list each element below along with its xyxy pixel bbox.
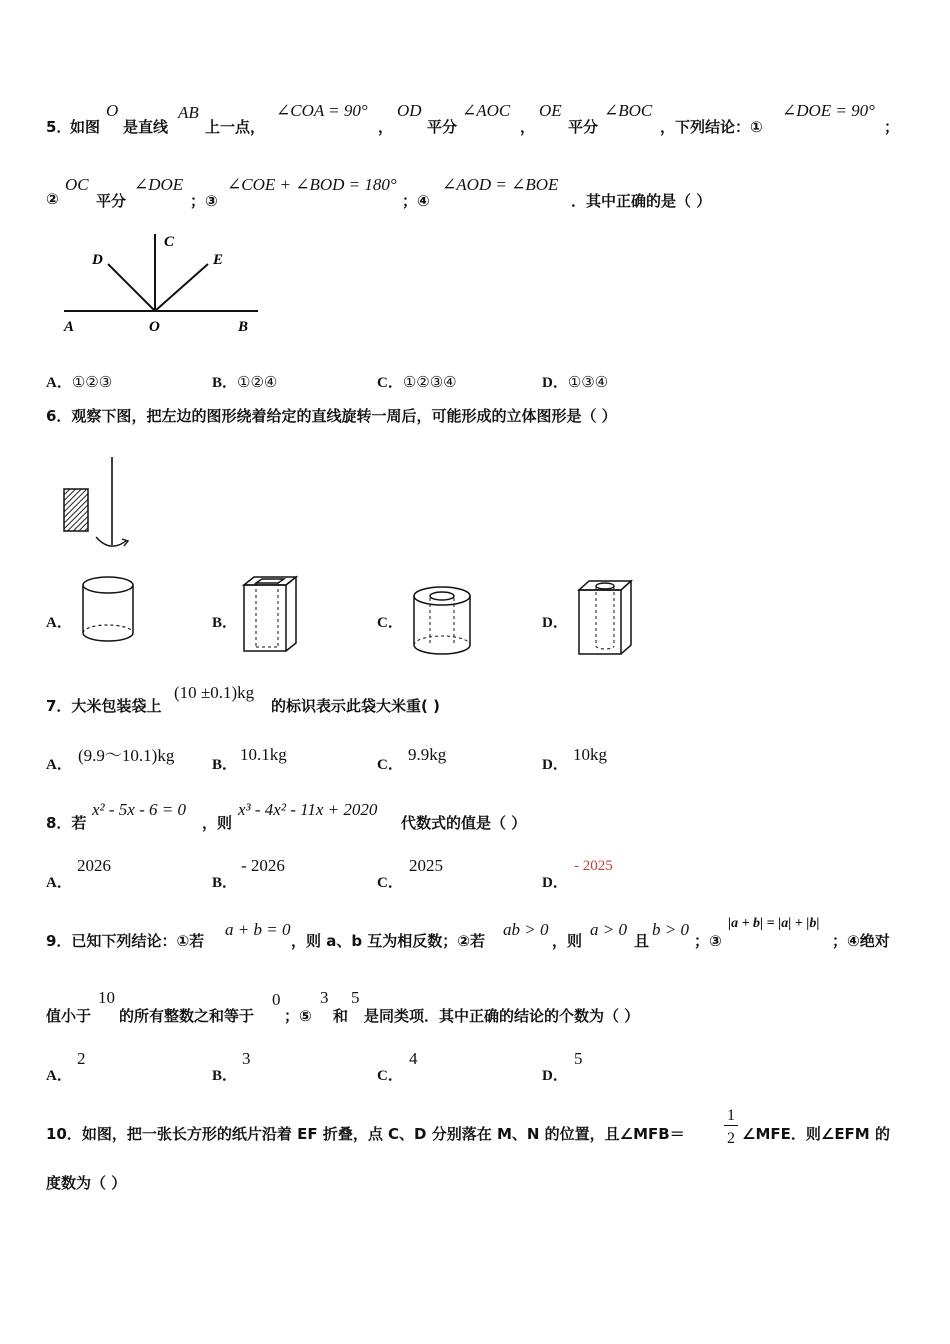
option-d-value: - 2025 [574, 858, 613, 874]
q10-text: 度数为（ ） [46, 1174, 127, 1192]
option-b[interactable]: B． [212, 615, 238, 631]
q8-text: 8．若 [46, 814, 87, 832]
q9-text: 是同类项．其中正确的结论的个数为（ ） [364, 1007, 640, 1025]
q9-text: ；③ [694, 932, 722, 950]
hollow-cylinder-solid[interactable] [410, 585, 474, 657]
q8-math: x³ - 4x² - 11x + 2020 [238, 800, 378, 819]
option-c-value: 4 [409, 1049, 418, 1068]
option-c[interactable]: C． [377, 757, 403, 773]
q5-text: ，下列结论：① [660, 118, 763, 136]
option-c[interactable]: C． [377, 615, 403, 631]
q9-text: ，则 a、b 互为相反数；②若 [291, 932, 486, 950]
option-a[interactable]: A． [46, 875, 72, 891]
q6-text: 6．观察下图，把左边的图形绕着给定的直线旋转一周后，可能形成的立体图形是（ ） [46, 407, 617, 425]
q5-math: ∠COA = 90° [276, 101, 368, 120]
q9-math: a + b = 0 [225, 920, 291, 939]
option-d-value: 10kg [573, 745, 607, 764]
q5-text: ；③ [190, 192, 218, 210]
q5-text: 是直线 [123, 118, 169, 136]
q9-text: 值小于 [46, 1007, 92, 1025]
option-c-value: 2025 [409, 856, 443, 875]
option-d[interactable]: D． [542, 1068, 568, 1084]
q9-text: 和 [333, 1007, 349, 1025]
option-b-value: 10.1kg [240, 745, 287, 764]
q5-text: 如图 [70, 118, 101, 136]
option-d[interactable]: D． [542, 757, 568, 773]
option-b[interactable]: B．①②④ [212, 373, 278, 391]
q9-math: a > 0 [590, 920, 627, 939]
option-d[interactable]: D． [542, 875, 568, 891]
q7-text: 7．大米包装袋上 [46, 697, 162, 715]
option-d[interactable]: D．①③④ [542, 373, 609, 391]
option-d-value: 5 [574, 1049, 583, 1068]
option-a[interactable]: A． [46, 615, 72, 631]
q5-text: ② [46, 190, 59, 208]
label-o: O [149, 319, 160, 335]
label-e: E [213, 252, 224, 268]
q5-math: ∠AOC [462, 101, 511, 120]
q10-text: ∠MFE．则∠EFM 的 [742, 1125, 890, 1143]
q8-math: x² - 5x - 6 = 0 [92, 800, 186, 819]
option-b-value: - 2026 [241, 856, 285, 875]
q5-text: ．其中正确的是（ ） [571, 192, 712, 210]
option-a-value: (9.9～10.1)kg [78, 746, 175, 765]
q9-math: 5 [351, 988, 360, 1007]
q5-text: ， [520, 118, 536, 136]
q8-text: 代数式的值是（ ） [401, 814, 527, 832]
q10-fraction-numerator: 1 [724, 1107, 738, 1126]
q5-math: OD [397, 101, 422, 120]
q9-text: 9．已知下列结论：①若 [46, 932, 205, 950]
option-b[interactable]: B． [212, 1068, 238, 1084]
q5-math: ∠COE + ∠BOD = 180° [227, 175, 397, 194]
q9-text: ；⑤ [284, 1007, 312, 1025]
q7-text: 的标识表示此袋大米重( ) [271, 697, 440, 715]
option-c[interactable]: C． [377, 875, 403, 891]
q5-math: ∠DOE [134, 175, 184, 194]
label-c: C [164, 234, 175, 250]
option-d[interactable]: D． [542, 615, 568, 631]
q9-math: b > 0 [652, 920, 689, 939]
q5-math: OC [65, 175, 89, 194]
q5-text: 平分 [427, 118, 458, 136]
q5-text: ；④ [402, 192, 430, 210]
q10-fraction-denominator: 2 [727, 1130, 735, 1147]
q9-math: 0 [272, 990, 281, 1009]
q6-rotation-figure [58, 455, 138, 555]
q9-text: 且 [634, 932, 650, 950]
q9-text: ；④绝对 [832, 932, 890, 950]
option-c[interactable]: C．①②③④ [377, 373, 457, 391]
label-d: D [92, 252, 103, 268]
q5-text: 平分 [96, 192, 127, 210]
q5-math: ∠AOD = ∠BOE [442, 175, 559, 194]
q5-text: 平分 [568, 118, 599, 136]
q5-text: ， [378, 118, 394, 136]
q5-math: AB [178, 103, 199, 122]
q5-number: 5． [46, 118, 72, 136]
box-with-cylinder-hole-solid[interactable] [575, 578, 635, 658]
cylinder-solid[interactable] [80, 575, 136, 645]
option-a-value: 2 [77, 1049, 86, 1068]
option-a[interactable]: A．①②③ [46, 373, 113, 391]
q8-text: ，则 [202, 814, 233, 832]
q5-text: ； [884, 118, 900, 136]
q9-math: ab > 0 [503, 920, 549, 939]
option-a[interactable]: A． [46, 1068, 72, 1084]
q10-text: 10．如图，把一张长方形的纸片沿着 EF 折叠，点 C、D 分别落在 M、N 的位置，且∠MFB＝ [46, 1125, 685, 1143]
q5-math: O [106, 101, 119, 120]
q9-text: ，则 [552, 932, 583, 950]
q9-text: 的所有整数之和等于 [119, 1007, 255, 1025]
q9-math: 10 [98, 988, 115, 1007]
hollow-box-solid[interactable] [240, 575, 300, 655]
option-a-value: 2026 [77, 856, 111, 875]
q5-angle-figure [58, 228, 268, 338]
option-b-value: 3 [242, 1049, 251, 1068]
label-a: A [64, 319, 75, 335]
q5-math: OE [539, 101, 562, 120]
q5-math: ∠BOC [604, 101, 653, 120]
option-b[interactable]: B． [212, 875, 238, 891]
q9-math: 3 [320, 988, 329, 1007]
q5-text: 上一点， [205, 118, 266, 136]
option-a[interactable]: A． [46, 757, 72, 773]
option-c[interactable]: C． [377, 1068, 403, 1084]
q7-math: (10 ±0.1)kg [174, 683, 255, 702]
option-b[interactable]: B． [212, 757, 238, 773]
label-b: B [238, 319, 249, 335]
q9-math: |a + b| = |a| + |b| [728, 916, 820, 931]
option-c-value: 9.9kg [408, 745, 447, 764]
q5-math: ∠DOE = 90° [782, 101, 875, 120]
